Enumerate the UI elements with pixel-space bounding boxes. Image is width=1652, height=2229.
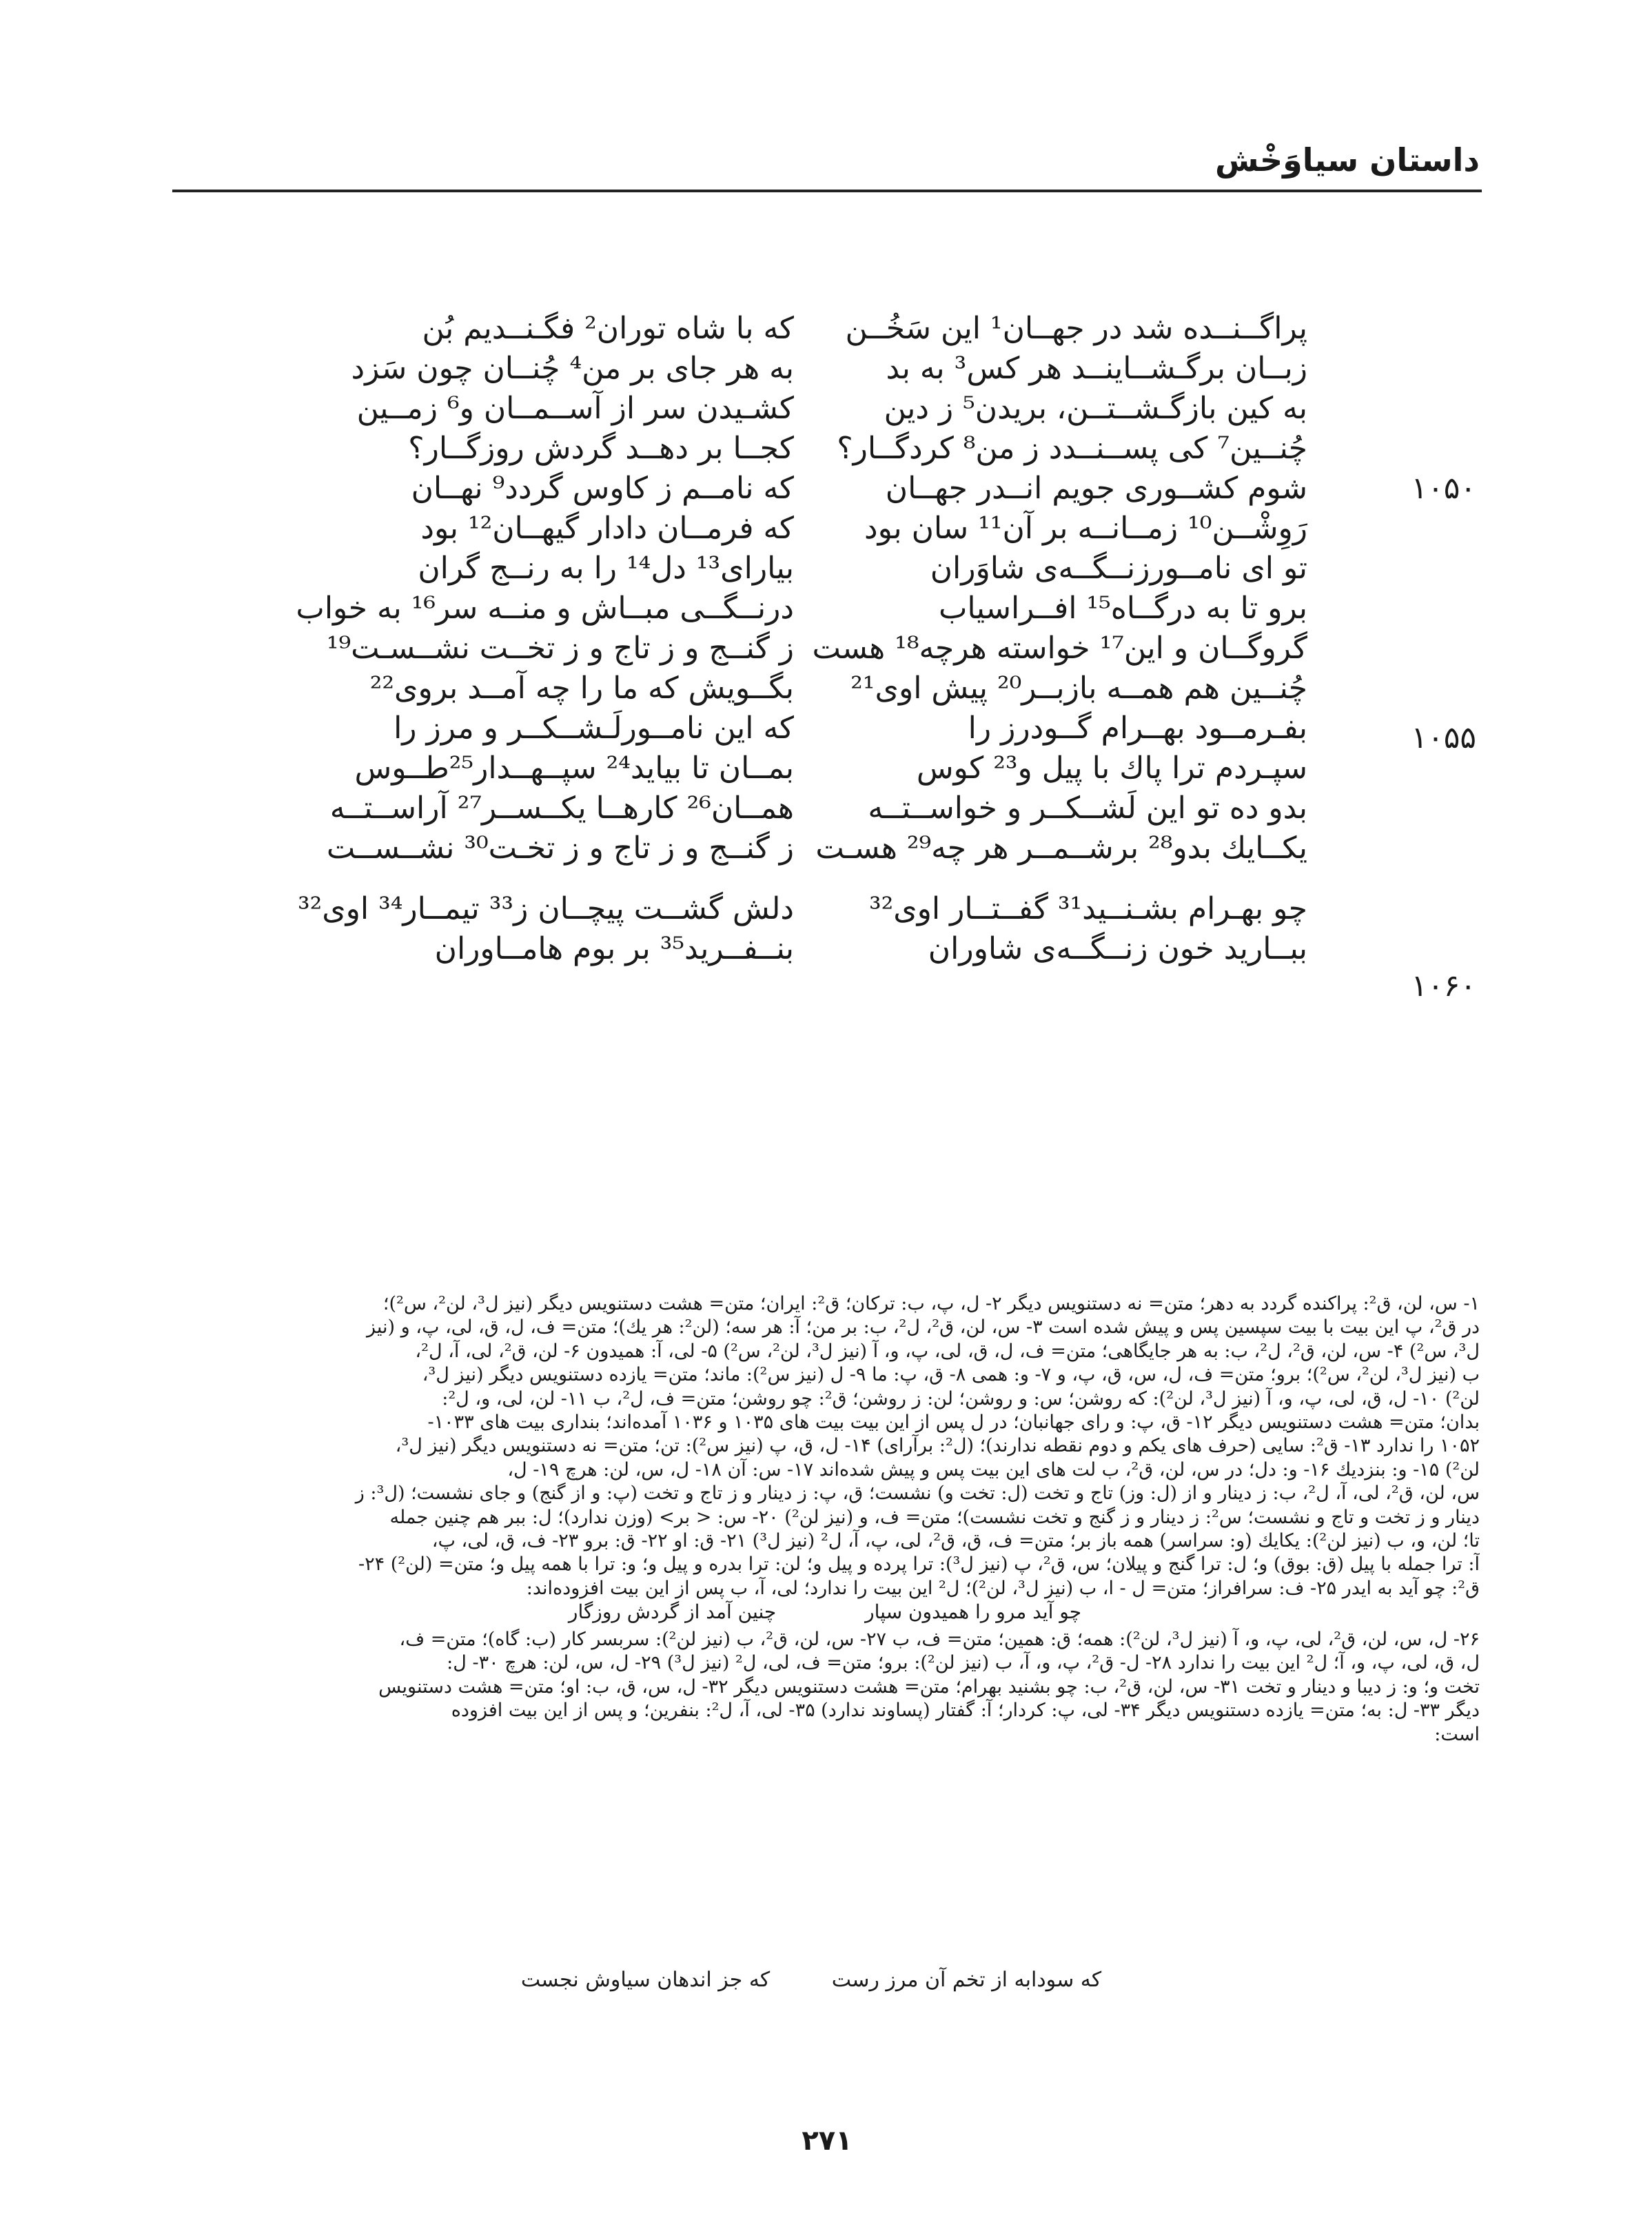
verse-line: ز گنــج و ز تاج و ز تخـت³⁰ نشــســت xyxy=(326,831,794,866)
verse-line: کشـیدن سر از آســمــان و⁶ زمــین xyxy=(356,391,794,426)
verse-line: تو ای نامــورزنــگــه‌ی شاوَران xyxy=(930,551,1307,586)
couplet-hemistich: که سودابه از تخم آن مرز رست xyxy=(831,1968,1102,1992)
footnote-line: تا؛ لن، و، ب (نیز لن²): یکایك (و: سراسر) همه باز بر؛ متن= ف، ق، ق²، لی، پ، آ، ل² (نیز ل³) ۲۱- ق: او ۲۲- ق: برو ۲۳- ف، ق، لی، پ، xyxy=(431,1529,1480,1551)
footnote-line: دینار و ز تخت و تاج و نشست؛ س²: ز دینار و ز گنج و تخت نشست)؛ متن= ف، و (نیز لن²) ۲۰- س: < بر> (وزن ندارد)؛ ل: ببر هم چنین جمله xyxy=(389,1506,1480,1528)
footnote-line: آ: ترا جمله با پیل (ق: بوق) و؛ ل: ترا گنج و پیلان؛ س، ق²، پ (نیز ل³): ترا پرده و پیل و؛ لن: ترا بدره و پیل و؛ و: ترا با همه پیل و؛ متن= (لن²) ۲۴- xyxy=(358,1554,1480,1576)
footnote-line: ق²: چو آید به ایدر ۲۵- ف: سرافراز؛ متن= ل - ا، ب (نیز ل³، لن²)؛ ل² این بیت را ندارد؛ لی، آ، ب پس از این بیت افزوده‌اند: xyxy=(526,1577,1480,1599)
verse-line: بیارای¹³ دل¹⁴ را به رنــج گران xyxy=(418,551,794,586)
verse-gap xyxy=(353,868,794,889)
verse-line: گروگــان و این¹⁷ خواسته هرچه¹⁸ هست xyxy=(812,631,1307,666)
verse-number: ۱۰۶۰ xyxy=(1411,968,1476,1004)
footnotes xyxy=(170,1292,1480,1747)
footnote-line: ب (نیز ل³، لن²، س²)؛ برو؛ متن= ف، ل، س، ق، پ، و ۷- و: همی ۸- ق، پ: ما ۹- ل (نیز س²): ماند؛ متن= یازده دستنویس دیگر (نیز ل³، xyxy=(422,1364,1480,1386)
verse-line: ببــارید خون زنــگــه‌ی شاوران xyxy=(928,931,1307,966)
footnote-final-couplet xyxy=(294,1968,1328,1992)
verse-line: زبــان برگـشــاینــد هر کس³ به بد xyxy=(886,351,1307,386)
verse-column-left xyxy=(296,309,794,969)
verse-line: پراگــنــده شد در جهــان¹ این سَخُــن xyxy=(845,311,1307,346)
footnote-couplet xyxy=(170,1600,1480,1628)
verse-line: کجــا بر دهــد گردش روزگــار؟ xyxy=(408,431,794,466)
page-number: ۲۷۱ xyxy=(802,2125,853,2157)
verse-line: رَوِشْــن¹⁰ زمــانــه بر آن¹¹ سان بود xyxy=(864,511,1307,546)
verse-line: دلش گشــت پیچــان ز³³ تیمــار³⁴ اوی³² xyxy=(297,891,794,926)
verse-line: بنــفــرید³⁵ بر بوم هامــاوران xyxy=(434,931,794,966)
verse-line: بدو ده تو این لَشــکــر و خواســتــه xyxy=(868,791,1307,826)
footnote-line: است: xyxy=(1434,1723,1480,1745)
verse-line: برو تا به درگــاه¹⁵ افــراسیاب xyxy=(938,591,1307,626)
verse-line: ز گنــج و ز تاج و ز تخــت نشــسـت¹⁹ xyxy=(326,631,794,666)
header-rule xyxy=(172,190,1482,192)
verse-column-right xyxy=(812,309,1307,969)
verse-line: که این نامــورلَـشــکــر و مرز را xyxy=(394,711,794,746)
footnote-line: س، لن، ق²، لی، آ، ل²، ب: ز دینار و از (ل: وز) تاج و تخت (ل: تخت و) نشست؛ ق، پ: ز دینار و ز تاج و تخت (پ: و از گنج) و جای نشست؛ (ل³: ز xyxy=(355,1483,1480,1505)
verse-number: ۱۰۵۰ xyxy=(1411,471,1476,506)
verse-line: همــان²⁶ کارهــا یکــســر²⁷ آراســتــه xyxy=(329,791,794,826)
couplet-hemistich: چنین آمد از گردش روزگار xyxy=(568,1600,777,1624)
verse-line: یکــایك بدو²⁸ برشــمــر هر چه²⁹ هسـت xyxy=(815,831,1307,866)
footnote-line: لن²) ۱۰- ل، ق، لی، پ، و، آ (نیز ل³، لن²): که روشن؛ س: و روشن؛ لن: ز روشن؛ ق²: چو روشن؛ متن= ف، ل²، ب ۱۱- لن، لی، و، ل²: xyxy=(442,1387,1480,1409)
footnote-line: در ق²، پ این بیت با بیت سپسین پس و پیش شده است ۳- س، لن، ق²، ل²، ب: بر من؛ آ: هر سه؛ (لن²: هر یك)؛ متن= ف، ل، ق، لی، پ، و (نیز xyxy=(366,1316,1480,1339)
verse-line: که با شاه توران² فگـنــدیم بُن xyxy=(422,311,794,346)
verse-line: چُنــین⁷ کی پســنــدد ز من⁸ کردگــار؟ xyxy=(837,431,1307,466)
verse-line: چُنــین هم همــه بازبــر²⁰ پیش اوی²¹ xyxy=(850,671,1307,706)
footnote-line: دیگر ۳۳- ل: به؛ متن= یازده دستنویس دیگر ۳۴- لی، پ: کردار؛ آ: گفتار (پساوند ندارد) ۳۵- لی، آ، ل²: بنفرین؛ و پس از این بیت افزوده xyxy=(451,1700,1480,1722)
footnote-line: ل³، س²) ۴- س، لن، ق²، ل²، ب: به هر جایگاهی؛ متن= ف، ل، ق، لی، پ، و، آ (نیز ل³، لن²، س²) ۵- لی، آ: همیدون ۶- لن، ق²، لی، آ، ل²، xyxy=(415,1340,1480,1362)
verse-line: چو بهـرام بشـنــید³¹ گفــتــار اوی³² xyxy=(868,891,1307,926)
footnote-line: ۱۰۵۲ را ندارد ۱۳- ق²: سایی (حرف های یکم و دوم نقطه ندارند)؛ (ل²: برآرای) ۱۴- ل، ق، پ (نیز س²): تن؛ متن= نه دستنویس دیگر (نیز ل³، xyxy=(395,1435,1480,1457)
verse-line: بفـرمــود بهــرام گــودرز را xyxy=(968,711,1307,746)
footnote-line: تخت و؛ و: ز دیبا و دینار و تخت ۳۱- س، لن، ق²، ب: چو بشنید بهرام؛ متن= هشت دستنویس دیگر ۳۲- ل، س، ق، ب: او؛ متن= هشت دستنویس xyxy=(378,1676,1480,1698)
verse-line: شوم کشــوری جویم انــدر جهــان xyxy=(885,471,1307,506)
verse-line: سپـردم ترا پاك با پیل و²³ کوس xyxy=(916,751,1307,786)
couplet-hemistich: چو آید مرو را همیدون سپار xyxy=(865,1600,1082,1624)
verse-line: درنــگــی مبــاش و منــه سر¹⁶ به خواب xyxy=(296,591,794,626)
footnote-line: لن²) ۱۵- و: بنزدیك ۱۶- و: دل؛ در س، لن، ق²، ب لت های این بیت پس و پیش شده‌اند ۱۷- س: آن ۱۸- ل، س، لن: هرچ ۱۹- ل، xyxy=(507,1458,1480,1480)
verse-line: که فرمــان دادار گیهــان¹² بود xyxy=(420,511,794,546)
verse-line: که نامــم ز کاوس گردد⁹ نهــان xyxy=(411,471,794,506)
couplet-hemistich: که جز اندهان سیاوش نجست xyxy=(520,1968,771,1992)
footnote-line: ل، ق، لی، پ، و، آ؛ ل² این بیت را ندارد ۲۸- ل- ق²، پ، و، آ، ب (نیز لن²): برو؛ متن= ف، لی، ل² (نیز ل³) ۲۹- ل، س، لن: هرچ ۳۰- ل: xyxy=(447,1652,1480,1674)
verse-line: به کین بازگـشــتــن، بریدن⁵ ز دین xyxy=(884,391,1307,426)
verse-line: بمــان تا بیاید²⁴ سپــهــدار²⁵طــوس xyxy=(354,751,794,786)
footnote-line: ۱- س، لن، ق²: پراکنده گردد به دهر؛ متن= نه دستنویس دیگر ۲- ل، پ، ب: ترکان؛ ق²: ایران؛ متن= هشت دستنویس دیگر (نیز ل³، لن²، س²)؛ xyxy=(383,1293,1480,1314)
verse-gap xyxy=(866,868,1307,889)
verse-number: ۱۰۵۵ xyxy=(1411,720,1476,755)
verse-line: بگــویش که ما را چه آمــد بروی²² xyxy=(369,671,794,706)
footnote-line: بدان؛ متن= هشت دستنویس دیگر ۱۲- ق، پ: و رای جهانبان؛ در ل پس از این بیت بیت های ۱۰۳۵ و ۱۰۳۶ آمده‌اند؛ بنداری بیت های ۱۰۳۳- xyxy=(427,1411,1480,1433)
verse-line: به هر جای بر من⁴ چُنــان چون سَزد xyxy=(351,351,794,386)
running-header-title: داستان سیاوَخْش xyxy=(1215,141,1480,179)
footnote-line: ۲۶- ل، س، لن، ق²، لی، پ، و، آ (نیز ل³، لن²): همه؛ ق: همین؛ متن= ف، ب ۲۷- س، لن، ق²، ب (نیز لن²): سربسر کار (ب: گاه)؛ متن= ف، xyxy=(399,1629,1480,1651)
